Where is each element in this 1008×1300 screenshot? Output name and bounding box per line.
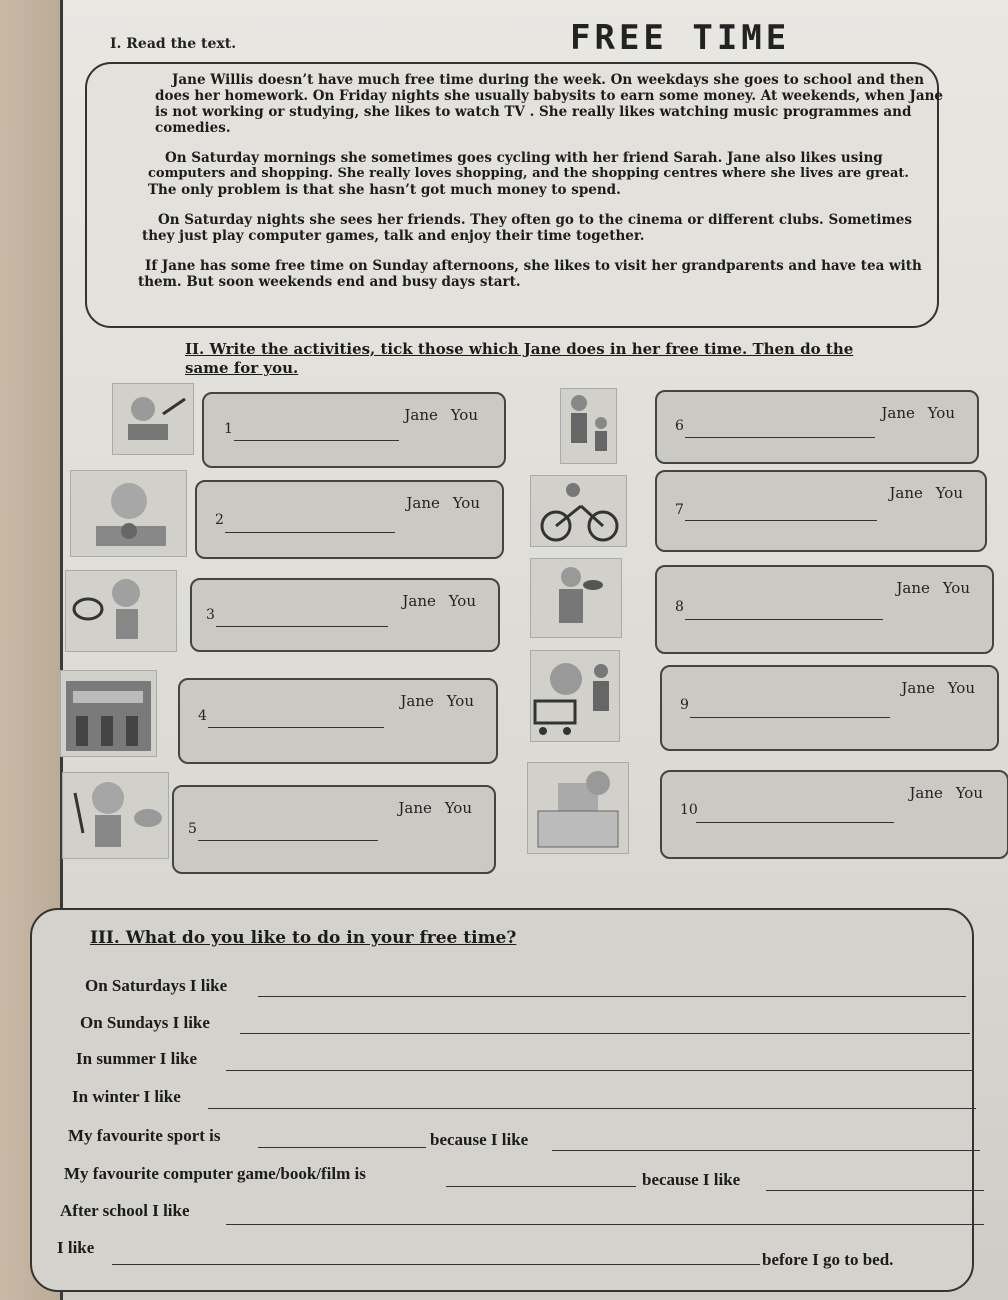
- answer-line[interactable]: [766, 1190, 984, 1191]
- jane-you-header: [400, 692, 474, 710]
- studying-girl-icon: [70, 470, 187, 557]
- activity-answer-line[interactable]: [696, 822, 894, 823]
- paragraph-3-line-1: On Saturday nights she sees her friends. They often go to the cinema or different clubs. Sometimes: [158, 212, 912, 228]
- jane-label: Jane: [404, 406, 438, 424]
- painting-girl-icon: [62, 772, 169, 859]
- answer-line[interactable]: [226, 1070, 974, 1071]
- jane-label: Jane: [406, 494, 440, 512]
- jane-you-header: [901, 679, 975, 697]
- section-3-heading: III. What do you like to do in your free time?: [90, 928, 517, 948]
- sentence-prompt: On Sundays I like: [80, 1013, 210, 1032]
- activity-number: 7: [675, 502, 684, 518]
- you-label: You: [927, 404, 955, 422]
- activity-box-4: [178, 678, 498, 764]
- page-title: FREE TIME: [570, 18, 791, 58]
- sentence-prompt: My favourite computer game/book/film is: [64, 1164, 366, 1183]
- answer-line[interactable]: [258, 996, 966, 997]
- you-label: You: [444, 799, 472, 817]
- reading-girl-icon: [112, 383, 194, 455]
- jane-label: Jane: [889, 484, 923, 502]
- paragraph-4-line-2: them. But soon weekends end and busy days start.: [138, 274, 521, 290]
- you-label: You: [446, 692, 474, 710]
- paragraph-1-line-1: Jane Willis doesn’t have much free time during the week. On weekdays she goes to school and then: [172, 72, 925, 88]
- activity-answer-line[interactable]: [685, 619, 883, 620]
- you-label: You: [955, 784, 983, 802]
- activity-box-7: [655, 470, 987, 552]
- activity-box-5: [172, 785, 496, 874]
- activity-box-1: [202, 392, 506, 468]
- jane-label: Jane: [398, 799, 432, 817]
- jane-you-header: [406, 494, 480, 512]
- answer-line[interactable]: [446, 1186, 636, 1187]
- grandparents-icon: [560, 388, 617, 464]
- activity-answer-line[interactable]: [234, 440, 399, 441]
- babysitting-icon: [530, 558, 622, 638]
- paragraph-1-line-2: does her homework. On Friday nights she usually babysits to earn some money. At weekends, when Jane: [155, 88, 944, 104]
- activity-answer-line[interactable]: [216, 626, 388, 627]
- cinema-icon: [60, 670, 157, 757]
- jane-label: Jane: [881, 404, 915, 422]
- activity-box-6: [655, 390, 979, 464]
- tennis-girl-icon: [65, 570, 177, 652]
- activity-box-2: [195, 480, 504, 559]
- you-label: You: [448, 592, 476, 610]
- activity-answer-line[interactable]: [198, 840, 378, 841]
- activity-number: 3: [206, 607, 215, 623]
- paragraph-1-line-3: is not working or studying, she likes to watch TV . She really likes watching music programmes and: [155, 104, 912, 120]
- sentence-prompt: because I like: [642, 1170, 741, 1189]
- answer-line[interactable]: [258, 1147, 426, 1148]
- activity-number: 1: [224, 421, 233, 437]
- you-label: You: [947, 679, 975, 697]
- jane-you-header: [404, 406, 478, 424]
- activity-number: 8: [675, 599, 684, 615]
- jane-label: Jane: [896, 579, 930, 597]
- paragraph-3-line-2: they just play computer games, talk and enjoy their time together.: [142, 228, 645, 244]
- you-label: You: [450, 406, 478, 424]
- activity-box-10: [660, 770, 1008, 859]
- answer-line[interactable]: [226, 1224, 984, 1225]
- sentence-prompt: because I like: [430, 1130, 529, 1149]
- activity-number: 2: [215, 512, 224, 528]
- you-label: You: [942, 579, 970, 597]
- jane-you-header: [398, 799, 472, 817]
- activity-number: 9: [680, 697, 689, 713]
- sentence-prompt: In winter I like: [72, 1087, 181, 1106]
- jane-you-header: [909, 784, 983, 802]
- paragraph-2-line-2: computers and shopping. She really loves shopping, and the shopping centres where she lives are great.: [148, 166, 909, 181]
- activity-box-9: [660, 665, 999, 751]
- sentence-prompt: On Saturdays I like: [85, 976, 228, 995]
- jane-label: Jane: [402, 592, 436, 610]
- paragraph-2-line-3: The only problem is that she hasn’t got much money to spend.: [148, 182, 621, 198]
- shopping-cart-icon: [530, 650, 620, 742]
- jane-label: Jane: [901, 679, 935, 697]
- activity-answer-line[interactable]: [208, 727, 384, 728]
- jane-you-header: [889, 484, 963, 502]
- you-label: You: [935, 484, 963, 502]
- paragraph-1-line-4: comedies.: [155, 120, 231, 136]
- jane-label: Jane: [909, 784, 943, 802]
- jane-you-header: [881, 404, 955, 422]
- jane-label: Jane: [400, 692, 434, 710]
- jane-you-header: [896, 579, 970, 597]
- paragraph-4-line-1: If Jane has some free time on Sunday afternoons, she likes to visit her grandparents and have tea with: [145, 258, 922, 274]
- answer-line[interactable]: [552, 1150, 980, 1151]
- sentence-prompt: After school I like: [60, 1201, 190, 1220]
- section-2-heading: II. Write the activities, tick those which Jane does in her free time. Then do the same for you.: [185, 340, 854, 377]
- activity-number: 4: [198, 708, 207, 724]
- activity-number: 6: [675, 418, 684, 434]
- activity-box-3: [190, 578, 500, 652]
- paragraph-2-line-1: On Saturday mornings she sometimes goes cycling with her friend Sarah. Jane also likes using: [165, 150, 883, 166]
- section-1-heading: I. Read the text.: [110, 36, 237, 52]
- answer-line[interactable]: [112, 1264, 760, 1265]
- sentence-prompt: before I go to bed.: [762, 1250, 894, 1269]
- activity-answer-line[interactable]: [685, 437, 875, 438]
- cycling-icon: [530, 475, 627, 547]
- jane-you-header: [402, 592, 476, 610]
- sentence-prompt: My favourite sport is: [68, 1126, 221, 1145]
- answer-line[interactable]: [208, 1108, 976, 1109]
- sentence-prompt: I like: [57, 1238, 95, 1257]
- answer-line[interactable]: [240, 1033, 970, 1034]
- activity-answer-line[interactable]: [690, 717, 890, 718]
- activity-box-8: [655, 565, 994, 654]
- activity-number: 5: [188, 821, 197, 837]
- activity-answer-line[interactable]: [225, 532, 395, 533]
- activity-answer-line[interactable]: [685, 520, 877, 521]
- you-label: You: [452, 494, 480, 512]
- sentence-prompt: In summer I like: [76, 1049, 198, 1068]
- computer-girl-icon: [527, 762, 629, 854]
- activity-number: 10: [680, 802, 698, 818]
